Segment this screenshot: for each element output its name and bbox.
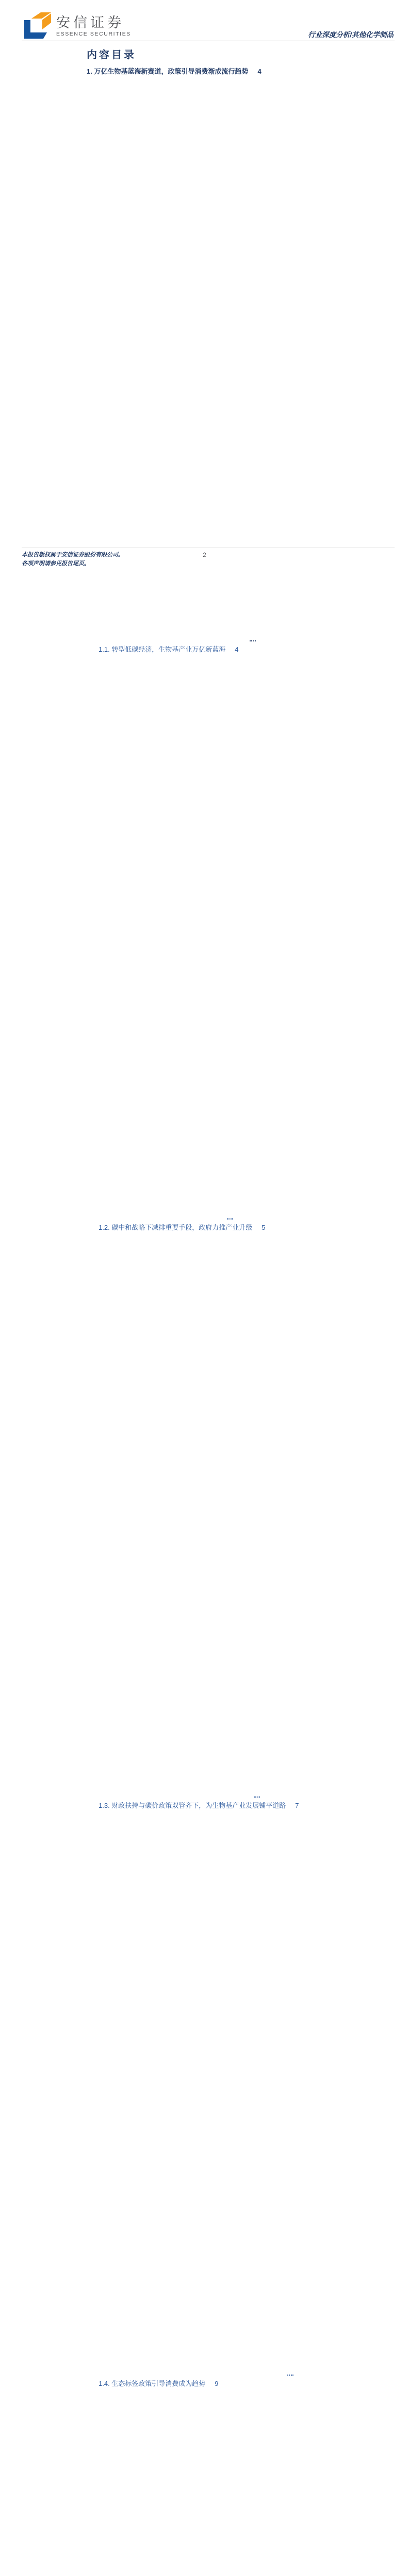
toc-entry-label: 1. 万亿生物基蓝海新赛道，政策引导消费渐成流行趋势 [87,67,249,75]
essence-securities-logo-icon [23,12,51,40]
toc-entry[interactable] [87,2378,385,2576]
toc-entry-label: 1.3. 财政扶持与碳价政策双管齐下，为生物基产业发展铺平道路 [99,1802,286,1809]
toc-entry-page-number: 7 [295,1800,385,2378]
content-column [87,48,385,2576]
footer-copyright-line: 本报告版权属于安信证券股份有限公司。 [22,552,124,558]
dot-leader [250,640,256,641]
toc-entry-label: 1.2. 碳中和战略下减排重要手段，政府力推产业升级 [99,1224,253,1231]
toc-entry-page-number: 4 [235,644,385,1222]
toc-title: 内容目录 [87,49,136,61]
dot-leader [227,1218,233,1219]
dot-leader [254,1797,260,1798]
brand-text [56,12,131,38]
toc-list [87,66,385,2576]
toc-entry[interactable] [87,1800,385,2378]
toc-entry-page-number: 4 [257,66,385,644]
table-of-contents [87,48,385,2576]
toc-entry-page-number: 5 [261,1222,385,1800]
toc-entry-label: 1.4. 生态标签政策引导消费成为趋势 [99,2380,206,2387]
brand-logo [23,12,131,40]
toc-entry-page-number: 9 [215,2378,385,2576]
brand-name-cn: 安信证券 [56,15,124,30]
footer-disclaimer-line: 各项声明请参见报告尾页。 [22,561,90,567]
report-category: 行业深度分析/其他化学制品 [308,31,394,39]
toc-entry[interactable] [87,1222,385,1800]
brand-name-en: ESSENCE SECURITIES [56,31,131,37]
toc-entry[interactable] [87,644,385,1222]
page-number: 2 [203,551,206,558]
dot-leader [287,2375,293,2376]
toc-entry-label: 1.1. 转型低碳经济，生物基产业万亿新蓝海 [99,646,226,653]
